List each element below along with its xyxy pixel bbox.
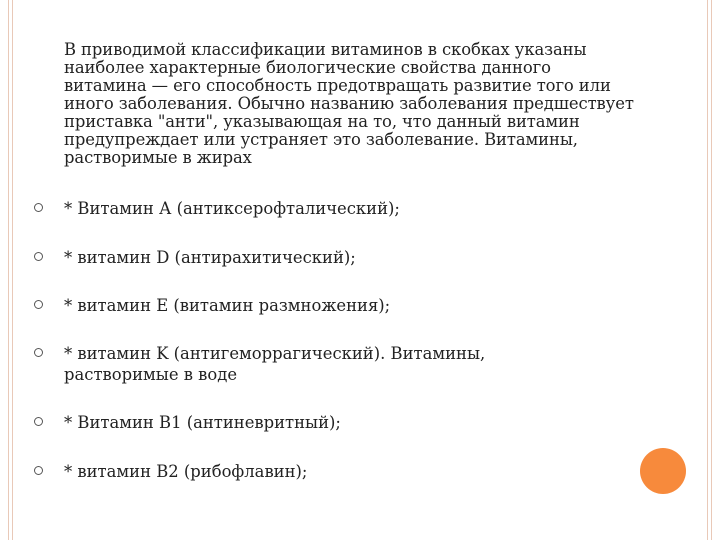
bullet-circle-icon	[34, 203, 43, 212]
list-item-text: * витамин E (витамин размножения);	[64, 296, 391, 315]
list-item-text: * Витамин А (антиксерофталический);	[64, 199, 400, 218]
bullet-circle-icon	[34, 300, 43, 309]
list-item-text: * витамин B2 (рибофлавин);	[64, 462, 308, 481]
bullet-circle-icon	[34, 348, 43, 357]
frame-line-right	[707, 0, 708, 540]
bullet-circle-icon	[34, 417, 43, 426]
intro-paragraph: В приводимой классификации витаминов в скобках указаны наиболее характерные биологические свойства данного витамина — его способность предотвращать развитие того или иного заболевания. Обычно названию заболевания предшествует приставка "анти", указывающая на то, что данный витамин предупреждает или устраняет это заболевание. Витамины, растворимые в жирах	[64, 40, 634, 167]
bullet-circle-icon	[34, 252, 43, 261]
list-item-text: * Витамин B1 (антиневритный);	[64, 413, 341, 432]
accent-circle-icon	[640, 448, 686, 494]
bullet-circle-icon	[34, 466, 43, 475]
frame-line-left-inner	[12, 0, 13, 540]
frame-line-right-inner	[711, 0, 712, 540]
frame-line-left	[8, 0, 9, 540]
list-item-text: * витамин D (антирахитический);	[64, 248, 356, 267]
list-item-text: * витамин K (антигеморрагический). Витамины, растворимые в воде	[64, 344, 486, 384]
